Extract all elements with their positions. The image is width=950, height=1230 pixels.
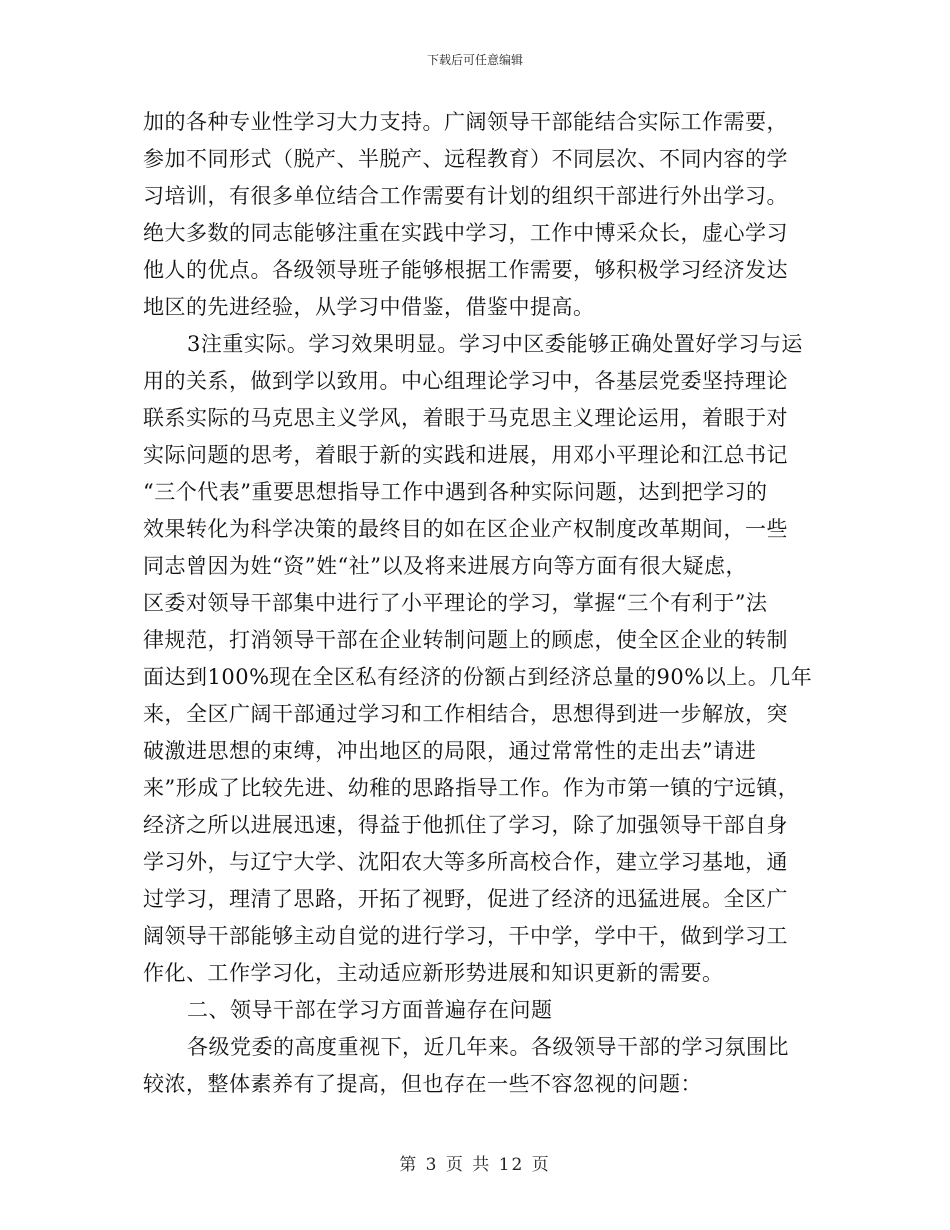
text-line: 他人的优点。各级领导班子能够根据工作需要，够积极学习经济发达 bbox=[143, 258, 788, 282]
text-line: 加的各种专业性学习大力支持。广阔领导干部能结合实际工作需要， bbox=[143, 110, 788, 134]
text-line: 参加不同形式（脱产、半脱产、远程教育）不同层次、不同内容的学 bbox=[143, 147, 788, 171]
text-line: 联系实际的马克思主义学风，着眼于马克思主义理论运用，着眼于对 bbox=[143, 406, 788, 430]
text-line: 作化、工作学习化，主动适应新形势进展和知识更新的需要。 bbox=[143, 961, 724, 985]
text-line: 学习外，与辽宁大学、沈阳农大等多所高校合作，建立学习基地，通 bbox=[143, 850, 788, 874]
text-line: 实际问题的思考，着眼于新的实践和进展，用邓小平理论和江总书记 bbox=[143, 443, 788, 467]
text-line: 习培训，有很多单位结合工作需要有计划的组织干部进行外出学习。 bbox=[143, 184, 788, 208]
paragraph-start-line: 各级党委的高度重视下，近几年来。各级领导干部的学习氛围比 bbox=[187, 1035, 789, 1059]
text-line: 来”形成了比较先进、幼稚的思路指导工作。作为市第一镇的宁远镇， bbox=[143, 776, 800, 800]
text-line: “三个代表”重要思想指导工作中遇到各种实际问题，达到把学习的 bbox=[143, 480, 768, 504]
text-line: 阔领导干部能够主动自觉的进行学习，干中学，学中干，做到学习工 bbox=[143, 924, 788, 948]
section-heading: 二、领导干部在学习方面普遍存在问题 bbox=[187, 998, 553, 1022]
text-line: 地区的先进经验，从学习中借鉴，借鉴中提高。 bbox=[143, 295, 595, 319]
text-line: 较浓，整体素养有了提高，但也存在一些不容忽视的问题： bbox=[143, 1072, 702, 1096]
text-line: 用的关系，做到学以致用。中心组理论学习中，各基层党委坚持理论 bbox=[143, 369, 788, 393]
text-line: 破激进思想的束缚，冲出地区的局限，通过常常性的走出去”请进 bbox=[143, 739, 757, 763]
text-line: 绝大多数的同志能够注重在实践中学习，工作中博采众长，虚心学习 bbox=[143, 221, 788, 245]
text-line: 过学习，理清了思路，开拓了视野，促进了经济的迅猛进展。全区广 bbox=[143, 887, 788, 911]
text-line: 同志曾因为姓“资”姓“社”以及将来进展方向等方面有很大疑虑， bbox=[143, 554, 747, 578]
page-footer: 第 3 页 共 12 页 bbox=[399, 1155, 551, 1175]
text-line: 面达到100%现在全区私有经济的份额占到经济总量的90%以上。几年 bbox=[143, 665, 813, 689]
text-line: 效果转化为科学决策的最终目的如在区企业产权制度改革期间，一些 bbox=[143, 517, 788, 541]
text-line: 律规范，打消领导干部在企业转制问题上的顾虑，使全区企业的转制 bbox=[143, 628, 788, 652]
page-header: 下载后可任意编辑 bbox=[426, 53, 523, 67]
document-body bbox=[143, 104, 823, 1103]
text-line: 来，全区广阔干部通过学习和工作相结合，思想得到进一步解放，突 bbox=[143, 702, 788, 726]
text-line: 经济之所以进展迅速，得益于他抓住了学习，除了加强领导干部自身 bbox=[143, 813, 788, 837]
text-line: 区委对领导干部集中进行了小平理论的学习，掌握“三个有利于”法 bbox=[143, 591, 768, 615]
paragraph-start-line: 3注重实际。学习效果明显。学习中区委能够正确处置好学习与运 bbox=[187, 332, 803, 356]
